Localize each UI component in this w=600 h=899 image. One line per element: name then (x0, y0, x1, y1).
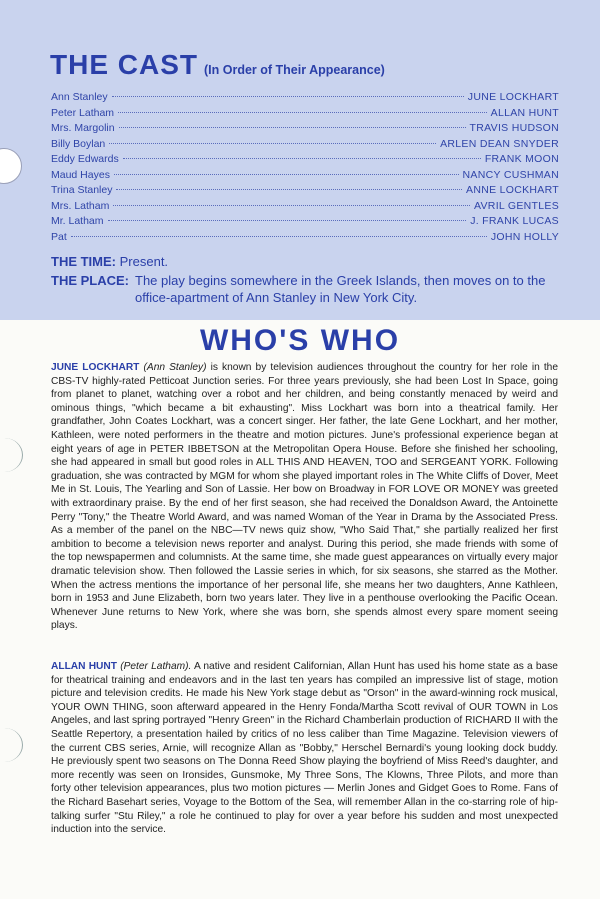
cast-actor: ANNE LOCKHART (466, 184, 559, 196)
cast-actor: JUNE LOCKHART (467, 91, 559, 103)
dot-leader (118, 112, 487, 113)
cast-row (51, 215, 559, 231)
dot-leader (113, 205, 470, 206)
dot-leader (123, 158, 481, 159)
cast-row (51, 200, 559, 216)
cast-row (51, 184, 559, 200)
cast-role: Mr. Latham (51, 215, 104, 227)
cast-role: Billy Boylan (51, 137, 106, 150)
cast-role: Trina Stanley (51, 184, 113, 196)
cast-row (51, 231, 559, 247)
place-label: THE PLACE: (51, 273, 129, 288)
dot-leader (108, 220, 467, 221)
cast-subtitle: (In Order of Their Appearance) (204, 63, 385, 77)
cast-title: THE CAST (50, 49, 198, 80)
cast-row (51, 107, 559, 123)
cast-actor: AVRIL GENTLES (473, 199, 559, 212)
cast-role: Mrs. Latham (51, 199, 110, 212)
cast-role: Peter Latham (51, 106, 115, 119)
time-text: Present. (119, 254, 169, 269)
bio-text: is known by television audiences throughout the country for her role in the CBS-TV highly-rated Petticoat Junction series. For three years previously, she had been Lost In Space, going from planet to planet, watching over a robot and her children, and being constantly menaced by weird and ominous things, "which became a bit exhausting". Miss Lockhart was born into a theatrical family. Her grandfather, John Coates Lockhart, was a concert singer. Her father, the late Gene Lockhart, and her mother, Kathleen, were noted performers in the theatre and motion pictures. June's professional experience began at eight years of age in PETER IBBETSON at the Metropolitan Opera House. Before she finished her schooling, she had appeared in small but good roles in ALL THIS AND HEAVEN, TOO and SERGEANT YORK. Following graduation, she was contracted by MGM for whom she played important roles in The White Cliffs of Dover, Meet Me in St. Louis, The Yearling and Son of Lassie. Her bow on Broadway in FOR LOVE OR MONEY was greeted with extraordinary praise. By the end of her first season, she had received the Donaldson Award, the Antoinette Perry "Tony," the Theatre World Award, and was named Woman of the Year in Drama by the Associated Press. As a member of the panel on the NBC—TV news quiz show, "Who Said That," she partially realized her first ambition to become a television news reporter and analyst. During this period, she made friends with some of the top newspapermen and columnists. At the same time, she made guest appearances on virtually every major dramatic television show. Then followed the Lassie series in which, for six seasons, she starred as the Mother. When the actress mentions the importance of her personal life, she means her two daughters, Anne Kathleen, born in 1953 and June Elizabeth, born two years later. They live in a penthouse overlooking the Pacific Ocean. Whenever June returns to New York, where she was born, she spends almost every spare moment seeing plays. (51, 362, 558, 632)
dot-leader (114, 174, 459, 175)
bio-text: A native and resident Californian, Allan Hunt has used his home state as a base for theatrical training and endeavors and in the last ten years has compiled an impressive list of stage, motion picture and television credits. He made his New York stage debut as "Orson" in the award-winning rock musical, YOUR OWN THING, soon afterward appeared in the Henry Fonda/Martha Scott revival of OUR TOWN in Los Angeles, and last spring portrayed "Henry Green" in the Richard Chamberlain production of RICHARD II with the Seattle Repertory, a presentation hailed by critics of no less caliber than Time Magazine. Television viewers of the current CBS series, Arnie, will recognize Allan as "Bobby," Herschel Bernardi's young looking dock buddy. He previously spent two seasons on The Donna Reed Show playing the boyfriend of Miss Reed's daughter, and more recently was seen on Ironsides, Gunsmoke, My Three Sons, The Klowns, Three Pilots, and more than forty other television appearances, plus two motion pictures — Merlin Jones and Gidget Goes to Rome. Fans of the Richard Basehart series, Voyage to the Bottom of the Sea, will remember Allan in the co-starring role of hip-talking surfer "Stu Riley," a role he continued to play for over a year before his sudden and most unexpected induction into the service. (51, 661, 558, 836)
cast-actor: NANCY CUSHMAN (462, 168, 559, 181)
dot-leader (116, 189, 462, 190)
cast-role: Ann Stanley (51, 91, 108, 103)
cast-actor: J. FRANK LUCAS (470, 215, 559, 227)
cast-actor: ARLEN DEAN SNYDER (440, 137, 559, 150)
cast-row (51, 122, 559, 138)
bio-name: ALLAN HUNT (51, 661, 117, 672)
the-time (51, 253, 566, 270)
cast-role: Mrs. Margolin (51, 122, 115, 134)
cast-actor: TRAVIS HUDSON (469, 122, 559, 134)
whos-who-title: WHO'S WHO (199, 324, 401, 357)
cast-role: Eddy Edwards (51, 153, 119, 165)
bio-role: (Ann Stanley) (143, 362, 207, 373)
place-text: The play begins somewhere in the Greek Islands, then moves on to the office-apartment of Ann Stanley in New York City. (135, 273, 546, 305)
cast-actor: FRANK MOON (484, 153, 559, 165)
bio-allan-hunt (51, 660, 558, 837)
dot-leader (119, 127, 466, 128)
bio-role: (Peter Latham). (120, 661, 192, 672)
cast-row (51, 138, 559, 154)
time-label: THE TIME: (51, 254, 116, 269)
cast-actor: JOHN HOLLY (490, 230, 559, 243)
cast-list (51, 91, 559, 246)
dot-leader (112, 96, 464, 97)
bio-name: JUNE LOCKHART (51, 362, 140, 373)
cast-role: Pat (51, 230, 67, 243)
cast-actor: ALLAN HUNT (490, 106, 559, 119)
cast-row (51, 91, 559, 107)
dot-leader (71, 236, 487, 237)
the-place (51, 272, 566, 306)
cast-role: Maud Hayes (51, 168, 110, 181)
cast-heading (50, 49, 385, 81)
bio-june-lockhart (51, 361, 558, 633)
cast-row (51, 169, 559, 185)
cast-row (51, 153, 559, 169)
dot-leader (109, 143, 436, 144)
